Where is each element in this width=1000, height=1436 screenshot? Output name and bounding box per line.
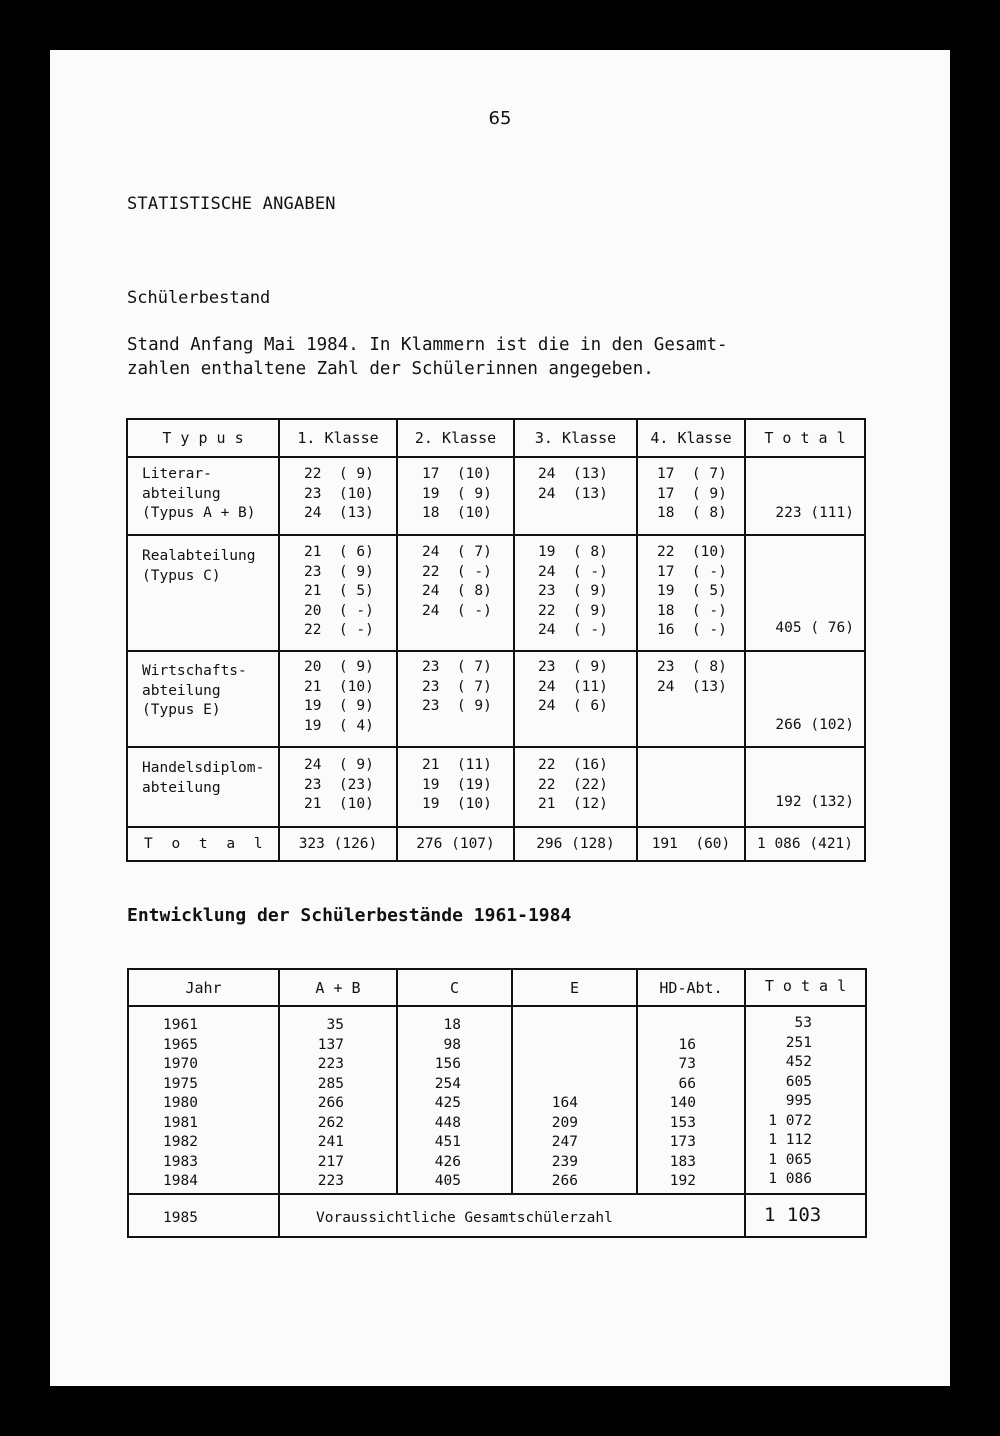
subheading-entwicklung: Entwicklung der Schülerbestände 1961-1984 — [127, 905, 572, 926]
t2-col-e: 164 209 247 239 266 — [551, 1095, 578, 1189]
row-literar-k2: 17 (10) 19 ( 9) 18 (10) — [422, 466, 492, 521]
total-row-k1: 323 (126) — [298, 836, 378, 852]
total-row-k2: 276 (107) — [416, 836, 495, 852]
t2-col-ab: 35 137 223 285 266 262 241 217 223 — [317, 1017, 344, 1189]
t2-footer-total: 1 103 — [764, 1204, 822, 1226]
document-page — [50, 50, 950, 1386]
t2-footer-label: Voraussichtliche Gesamtschülerzahl — [316, 1210, 613, 1226]
total-row-k3: 296 (128) — [536, 836, 615, 852]
row-handel-typus: Handelsdiplom- abteilung — [142, 760, 265, 796]
row-real-k4: 22 (10) 17 ( -) 19 ( 5) 18 ( -) 16 ( -) — [657, 544, 727, 638]
header-klasse-3: 3. Klasse — [534, 429, 617, 447]
t2-header-e: E — [569, 979, 580, 997]
row-handel-k3: 22 (16) 22 (22) 21 (12) — [538, 757, 608, 812]
row-literar-total: 223 (111) — [775, 505, 854, 521]
row-wirtschaft-total: 266 (102) — [775, 717, 854, 733]
t2-header-c: C — [449, 979, 460, 997]
t2-header-hd: HD-Abt. — [659, 979, 723, 997]
row-wirtschaft-typus: Wirtschafts- abteilung (Typus E) — [142, 663, 247, 718]
t2-col-jahr: 1961 1965 1970 1975 1980 1981 1982 1983 1984 — [163, 1017, 198, 1189]
row-wirtschaft-k4: 23 ( 8) 24 (13) — [657, 659, 727, 695]
row-literar-k1: 22 ( 9) 23 (10) 24 (13) — [304, 466, 374, 521]
row-literar-typus: Literar- abteilung (Typus A + B) — [142, 466, 256, 521]
row-wirtschaft-k2: 23 ( 7) 23 ( 7) 23 ( 9) — [422, 659, 492, 714]
row-wirtschaft-k1: 20 ( 9) 21 (10) 19 ( 9) 19 ( 4) — [304, 659, 374, 734]
row-literar-k4: 17 ( 7) 17 ( 9) 18 ( 8) — [657, 466, 727, 521]
row-handel-total: 192 (132) — [775, 794, 854, 810]
t2-col-c: 18 98 156 254 425 448 451 426 405 — [434, 1017, 461, 1189]
row-handel-k2: 21 (11) 19 (19) 19 (10) — [422, 757, 492, 812]
header-klasse-1: 1. Klasse — [297, 429, 379, 447]
header-typus: T y p u s — [162, 429, 244, 447]
row-real-k3: 19 ( 8) 24 ( -) 23 ( 9) 22 ( 9) 24 ( -) — [538, 544, 608, 638]
section-title: STATISTISCHE ANGABEN — [127, 194, 336, 214]
row-literar-k3: 24 (13) 24 (13) — [538, 466, 608, 502]
total-row-total: 1 086 (421) — [756, 836, 854, 852]
t2-header-total: T o t a l — [764, 977, 847, 995]
subheading-schuelerbestand: Schülerbestand — [127, 288, 271, 308]
row-real-k2: 24 ( 7) 22 ( -) 24 ( 8) 24 ( -) — [422, 544, 492, 619]
row-real-k1: 21 ( 6) 23 ( 9) 21 ( 5) 20 ( -) 22 ( -) — [304, 544, 374, 638]
row-wirtschaft-k3: 23 ( 9) 24 (11) 24 ( 6) — [538, 659, 608, 714]
t2-header-jahr: Jahr — [185, 979, 222, 997]
total-row-label: T o t a l — [144, 836, 268, 852]
t2-header-ab: A + B — [315, 979, 361, 997]
header-total: T o t a l — [764, 429, 846, 447]
header-klasse-2: 2. Klasse — [414, 429, 497, 447]
page-number: 65 — [488, 108, 512, 129]
t2-footer-year: 1985 — [163, 1210, 198, 1226]
t2-col-total: 53 251 452 605 995 1 072 1 112 1 065 1 086 — [768, 1015, 812, 1187]
t2-col-hd: 16 73 66 140 153 173 183 192 — [669, 1036, 696, 1189]
row-handel-k1: 24 ( 9) 23 (23) 21 (10) — [304, 757, 374, 812]
row-real-typus: Realabteilung (Typus C) — [142, 548, 256, 584]
intro-paragraph: Stand Anfang Mai 1984. In Klammern ist die in den Gesamt- zahlen enthaltene Zahl der Schülerinnen angegeben. — [127, 335, 728, 379]
header-klasse-4: 4. Klasse — [650, 429, 732, 447]
row-real-total: 405 ( 76) — [775, 620, 854, 636]
total-row-k4: 191 (60) — [651, 836, 731, 852]
